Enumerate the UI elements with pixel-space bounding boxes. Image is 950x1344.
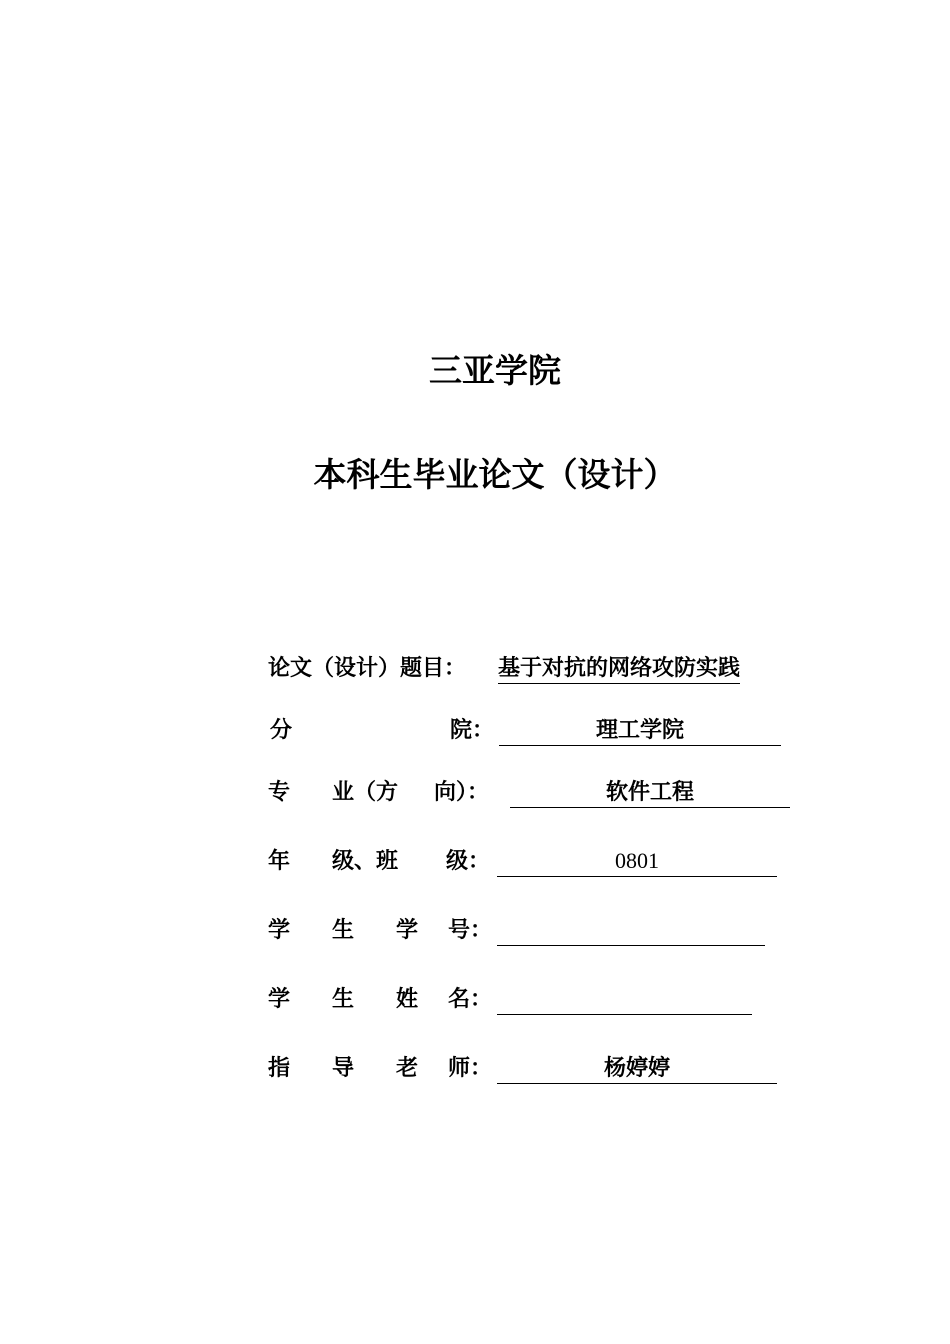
school-name: 三亚学院 — [429, 351, 561, 390]
advisor-value: 杨婷婷 — [497, 1051, 777, 1084]
student-id-label-part-2: 生 — [332, 917, 355, 943]
major-value: 软件工程 — [510, 775, 790, 808]
thesis-title-value: 基于对抗的网络攻防实践 — [498, 651, 740, 684]
major-label-part-1: 专 — [268, 779, 291, 805]
advisor-label-part-2: 导 — [332, 1055, 355, 1081]
college-label-part-2: 院： — [450, 717, 495, 743]
student-id-label-part-1: 学 — [268, 917, 291, 943]
class-label-part-2: 级、班 — [332, 848, 399, 874]
document-type-title: 本科生毕业论文（设计） — [313, 455, 677, 494]
student-name-label-part-1: 学 — [268, 986, 291, 1012]
class-label-part-3: 级： — [446, 848, 491, 874]
student-id-label-part-3: 学 — [396, 917, 419, 943]
college-value: 理工学院 — [499, 713, 781, 746]
student-id-value — [497, 913, 765, 946]
major-label-part-2: 业（方 — [332, 779, 399, 805]
advisor-label-part-3: 老 — [396, 1055, 419, 1081]
major-label-part-3: 向）： — [434, 779, 490, 805]
student-name-value — [497, 982, 752, 1015]
class-label-part-1: 年 — [268, 848, 291, 874]
advisor-label-part-4: 师： — [448, 1055, 493, 1081]
student-name-label-part-2: 生 — [332, 986, 355, 1012]
student-name-label-part-3: 姓 — [396, 986, 419, 1012]
class-value: 0801 — [497, 844, 777, 877]
thesis-title-label: 论文（设计）题目： — [268, 655, 467, 681]
advisor-label-part-1: 指 — [268, 1055, 291, 1081]
student-id-label-part-4: 号： — [448, 917, 493, 943]
college-label-part-1: 分 — [270, 717, 293, 743]
student-name-label-part-4: 名： — [448, 986, 493, 1012]
